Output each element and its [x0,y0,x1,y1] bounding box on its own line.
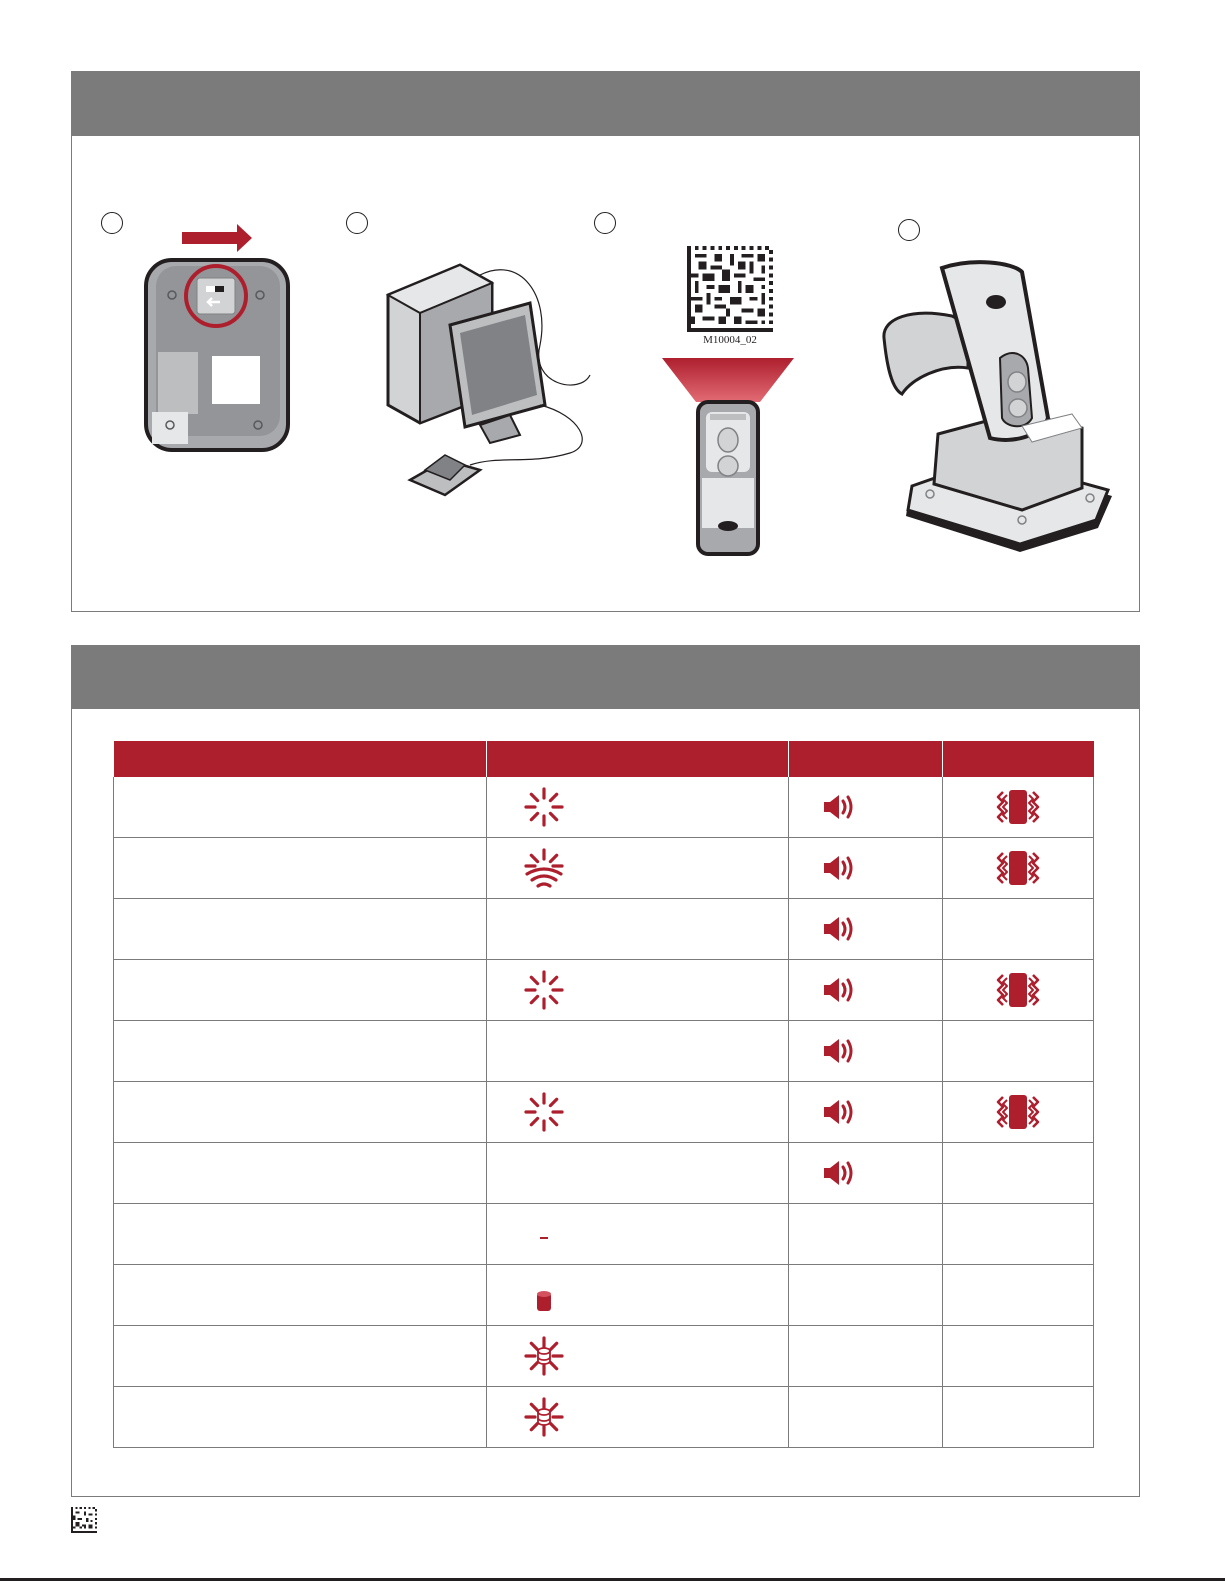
vibrate-cell [943,1326,1094,1387]
speaker-icon [822,914,856,944]
event-cell [114,1021,487,1082]
speaker-icon [822,1036,856,1066]
table-row [114,1204,1094,1265]
blink-wave-led-icon [522,846,566,890]
blink-led-icon [522,1090,566,1134]
led-cell [487,1387,789,1448]
led-cell [487,899,789,960]
led-cell [487,777,789,838]
header-led [487,741,789,777]
table-row [114,1326,1094,1387]
beep-cell [789,1265,943,1326]
vibrate-cell [943,1143,1094,1204]
vibrate-icon [992,972,1044,1008]
beep-cell [789,960,943,1021]
table-row [114,1082,1094,1143]
beep-cell [789,1326,943,1387]
event-cell [114,1387,487,1448]
event-cell [114,1143,487,1204]
blink-battery-led-icon [522,1395,566,1439]
vibrate-cell [943,1387,1094,1448]
vibrate-cell [943,1082,1094,1143]
beep-cell [789,899,943,960]
event-cell [114,777,487,838]
vibrate-cell [943,777,1094,838]
blink-led-icon [522,968,566,1012]
beep-cell [789,777,943,838]
vibrate-cell [943,960,1094,1021]
speaker-icon [822,975,856,1005]
led-cell [487,1021,789,1082]
event-cell [114,1326,487,1387]
led-cell [487,1265,789,1326]
step-4-marker [898,219,920,241]
feedback-table-header [114,741,1094,777]
computer-cradle-illustration [380,255,605,515]
vibrate-icon [992,1094,1044,1130]
beep-cell [789,1387,943,1448]
vibrate-icon [992,850,1044,886]
battery-led-icon [536,1290,552,1312]
table-row [114,1143,1094,1204]
led-cell [487,1326,789,1387]
vibrate-cell [943,1265,1094,1326]
blink-battery-led-icon [522,1334,566,1378]
vibrate-cell [943,899,1094,960]
led-cell [487,1143,789,1204]
scanner-in-cradle-illustration [872,258,1122,558]
table-row [114,1021,1094,1082]
step-1-marker [101,212,123,234]
event-cell [114,960,487,1021]
vibrate-cell [943,1204,1094,1265]
speaker-icon [822,853,856,883]
led-cell [487,1204,789,1265]
beep-cell [789,1143,943,1204]
scanner-back-illustration [140,220,300,460]
header-vibrate [943,741,1094,777]
barcode-caption: M10004_02 [703,334,757,346]
event-cell [114,1204,487,1265]
event-cell [114,838,487,899]
step-2-marker [346,212,368,234]
header-beep [789,741,943,777]
beep-cell [789,1082,943,1143]
pairing-barcode [686,246,774,332]
beep-cell [789,838,943,899]
table-row [114,838,1094,899]
event-cell [114,1265,487,1326]
event-cell [114,1082,487,1143]
setup-panel-header [72,72,1139,136]
table-row [114,1387,1094,1448]
led-cell [487,1082,789,1143]
vibrate-cell [943,1021,1094,1082]
vibrate-icon [992,789,1044,825]
speaker-icon [822,1097,856,1127]
table-row [114,1265,1094,1326]
header-event [114,741,487,777]
blink-led-icon [522,785,566,829]
table-row [114,899,1094,960]
step-3-marker [594,212,616,234]
table-row [114,960,1094,1021]
scanner-beam-illustration [660,356,796,558]
speaker-icon [822,1158,856,1188]
vibrate-cell [943,838,1094,899]
document-code-mark [71,1507,97,1533]
feedback-panel-header [72,646,1139,709]
feedback-table [113,741,1094,1448]
dash-led-icon [539,1235,549,1241]
led-cell [487,960,789,1021]
page-bottom-rule [0,1578,1225,1581]
slide-right-arrow-icon [182,224,252,252]
table-row [114,777,1094,838]
beep-cell [789,1021,943,1082]
led-cell [487,838,789,899]
beep-cell [789,1204,943,1265]
event-cell [114,899,487,960]
speaker-icon [822,792,856,822]
